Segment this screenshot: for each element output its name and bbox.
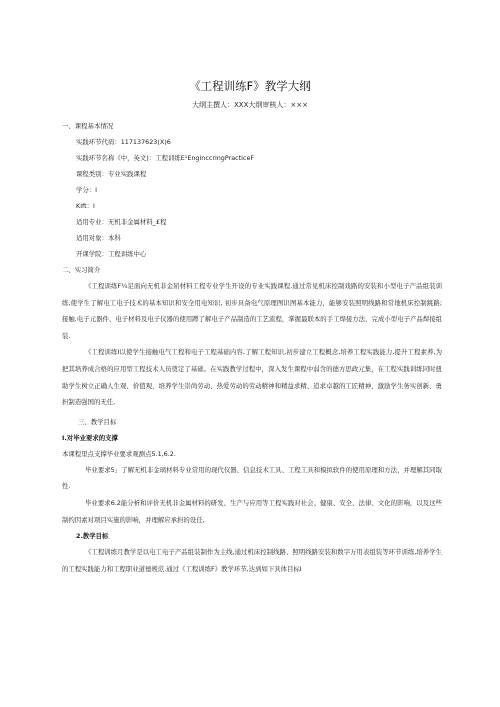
support-summary: 本课程里点支撑毕业要求观测点5.1,6.2. <box>62 449 176 458</box>
requirement-paragraph-5: 毕业要求5」了解无机非金璃材料专业常用的现代仪器、信息技术工具、工程工具和模拟软件的使用原理和方法，并理解其同取性. <box>62 465 442 491</box>
goals-paragraph: 《工程训练月教学是以电工电子产品组装制作为主线,通过机床控制线路、照明线路安装和数字万用表组装等环节训练,培养学生的工程实践能力和工程职业道德规范.通过《工程训练F》教学环节,达到如下具体目标I <box>62 548 442 573</box>
page-title: 《工程训练F》教学大纲 <box>189 79 311 93</box>
info-item-credit: 学分：I <box>76 186 98 194</box>
intro-paragraph-1: 《工程训练F¼足面向无机非金屈材料工程专业学生开设的专业实践课程.通过常见机床控制戏路的安装和小型电子产品组装训练,使学生了解电工电子技术的基本知识和安全用电知识, 初步具备电气原理图识图基本能力，能够安装照明线路和常地机床控制跳路; 接触.电子元器件、电子材料及电子仪器的使用蹲了解电子产品制造的工艺流程，掌握最联本的手工焊接方法，完成小型电子产品焊接组装. <box>62 282 442 340</box>
info-item-code: 实践环节代码：117137623(X)6 <box>76 138 171 146</box>
subheading-goals: 2.教学目标 <box>76 532 109 541</box>
section-heading-3: 三、教学目标 <box>78 417 117 426</box>
info-item-category: 课程类别：专业实践课程 <box>76 170 147 178</box>
info-item-audience: 适用对象：本科 <box>76 234 121 242</box>
info-item-college: 开课学院：工程训练中心 <box>76 250 147 258</box>
info-item-major: 适用专业：无机非金属材料_£程 <box>76 218 167 226</box>
info-item-name: 实践环节名称《中，英文)：工程训练E¹EngincсringPracticeF <box>76 154 255 162</box>
info-item-hours: Klft：I <box>76 202 95 210</box>
subheading-support: I.对毕业要求的支撑 <box>62 433 118 442</box>
document-body <box>62 118 442 577</box>
section-heading-2: 二、实习简介 <box>62 266 101 274</box>
intro-paragraph-2: 《工程训练I以使学生接触电气工程和电子工程基础内容,了解工程知识,初步建立工程概念,培养工程实践能力,提升工程素养,为把其培养成合格的应用型工程技术人员奠定了基础。在实践教学过程中，深入发生课程中弱含的德方思政元集，在工程实践训练同时扭助学生树立正确人生观、价值观，培养学生崇尚劳动、热爱劳动的劳动精神和精益求精、追求卓越的工匠精神，激励学生务实创新、勇担制造强国的无任, <box>62 348 442 407</box>
section-heading-1: 一、课程基本情况 <box>62 122 114 130</box>
page-subtitle: 大纲主撰人：XXX大纲审核人：××× <box>192 101 308 109</box>
requirement-paragraph-6-2: 毕业要求6.2能分析和评价无机非金属材料的研发、生产与应用等工程实践对社会、健康、安全、法律、文化的影响，以及这些制约因素对项目实施的影响，并理解应承担的设任, <box>62 498 442 524</box>
